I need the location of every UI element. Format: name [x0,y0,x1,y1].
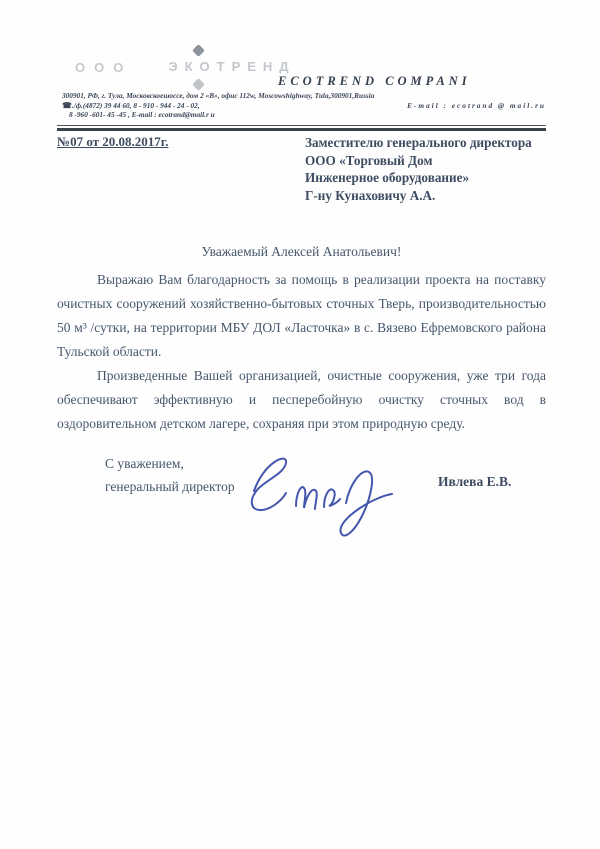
logo-org-prefix: ООО [75,59,133,75]
contact-line2 [62,101,546,111]
body-paragraph: Произведенные Вашей организацией, очистные сооружения, уже три года обеспечивают эффективную и песперебойную очистку сточных вод в оздоровительном детском лагере, сохраняя при этом природную среду. [57,368,546,431]
logo-diamond-icon [192,44,205,57]
contact-block [62,91,546,120]
letterhead-divider [57,125,546,131]
phone-numbers: ./ф.(4872) 39 44 60, 8 - 910 - 944 - 24 - 02, [71,100,200,110]
recipient-block [305,134,555,204]
address-line: 300901, РФ, г. Тула, Московскоешоссе, дом 2 «В», офис 112w, Moscowshighway, Tula,300901,Russia [62,91,375,100]
recipient-line: ООО «Торговый Дом [305,152,433,168]
signer-name: Ивлева Е.В. [438,474,512,489]
reference-number: №07 от 20.08.2017г. [57,134,169,149]
body-paragraph: Выражаю Вам благодарность за помощь в реализации проекта на поставку очистных сооружений хозяйственно-бытовых сточных Тверь, производительностью 50 м³ /сутки, на территории МБУ ДОЛ «Ласточка» в с. Вязево Ефремовского района Тульской области. [57,272,546,359]
recipient-line: Г-ну Кунаховичу А.А. [305,187,436,203]
logo-name-wrap [168,58,295,76]
closing-regards: С уважением, [105,456,184,471]
salutation: Уважаемый Алексей Анатольевич! [201,244,402,259]
logo-company-name: ЭКОТРЕНД [168,59,296,74]
recipient-line: Заместителю генерального директора [305,135,532,150]
logo-diamond-icon [192,78,205,91]
phone-line [62,101,200,111]
handwritten-signature [240,448,410,540]
phone-line2: 8 -960 -601- 45 -45 , E-mail : ecotrand@mail.r u [69,110,215,119]
company-title: ECOTREND COMPANI [278,74,471,88]
recipient-line: Инженерное оборудование» [305,170,470,185]
company-logo [75,58,296,76]
phone-icon: ☎ [62,100,72,110]
closing-position: генеральный директор [105,479,235,494]
letter-body [57,268,546,436]
email-address: E-mail : ecotrand @ mail.ru [407,100,546,110]
closing-block [105,452,235,498]
